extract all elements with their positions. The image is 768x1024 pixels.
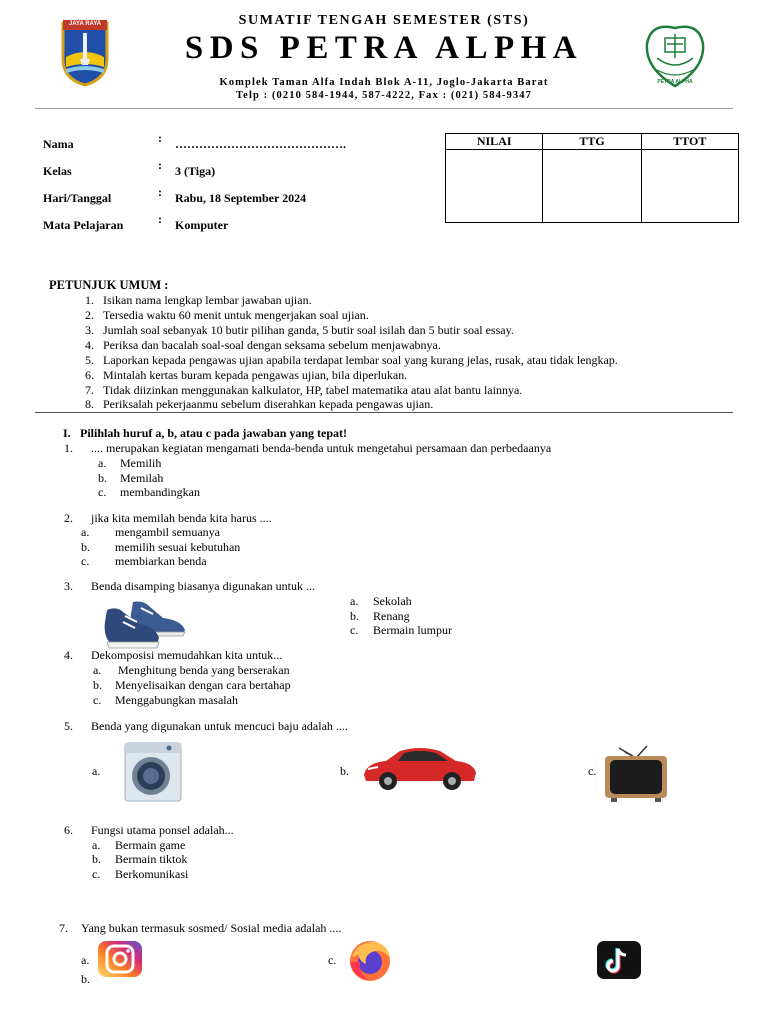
question-number: 6. — [64, 823, 73, 837]
school-name: SDS PETRA ALPHA — [184, 30, 584, 66]
option-text[interactable]: Renang — [373, 609, 410, 623]
instruction-item: Jumlah soal sebanyak 10 butir pilihan ganda, 5 butir soal isilah dan 5 butir soal essay. — [103, 323, 514, 337]
question-text: Benda disamping biasanya digunakan untuk ... — [91, 579, 315, 593]
option-letter: c. — [350, 623, 359, 637]
question-text: Dekomposisi memudahkan kita untuk... — [91, 648, 283, 662]
option-letter: a. — [92, 838, 101, 852]
header-divider — [35, 108, 733, 109]
option-letter: c. — [93, 693, 102, 707]
option-letter: b. — [350, 609, 359, 623]
option-letter: a. — [81, 525, 90, 539]
option-text[interactable]: Bermain lumpur — [373, 623, 452, 637]
option-text[interactable]: Memilih — [120, 456, 162, 470]
car-image[interactable] — [360, 743, 480, 793]
firefox-icon[interactable] — [346, 940, 394, 982]
mapel-value: Komputer — [175, 218, 229, 232]
option-text[interactable]: Bermain tiktok — [115, 852, 188, 866]
instruction-num: 7. — [85, 383, 94, 397]
instruction-item: Periksalah pekerjaanmu sebelum diserahkan kepada pengawas ujian. — [103, 397, 434, 411]
mapel-label: Mata Pelajaran — [43, 218, 124, 232]
option-letter: c. — [81, 554, 90, 568]
option-letter: a. — [92, 764, 101, 778]
right-logo-text: PETRA ALPHA — [657, 79, 693, 85]
section-number: I. — [63, 426, 71, 440]
instruction-item: Periksa dan bacalah soal-soal dengan seksama sebelum menjawabnya. — [103, 338, 441, 352]
option-text[interactable]: Menyelisaikan dengan cara bertahap — [115, 678, 291, 692]
colon: : — [158, 158, 162, 172]
option-letter: c. — [588, 764, 597, 778]
option-text[interactable]: Bermain game — [115, 838, 186, 852]
tv-image[interactable] — [603, 744, 669, 802]
nama-value[interactable]: ……………………………………. — [175, 137, 346, 151]
option-letter: a. — [98, 456, 107, 470]
option-letter: b. — [81, 972, 90, 986]
option-text[interactable]: Menghitung benda yang berserakan — [115, 663, 290, 677]
option-text[interactable]: Berkomunikasi — [115, 867, 189, 881]
school-address: Komplek Taman Alfa Indah Blok A-11, Joglo-Jakarta Barat — [219, 77, 549, 88]
colon: : — [158, 185, 162, 199]
option-text[interactable]: membandingkan — [120, 485, 200, 499]
instruction-item: Tidak diizinkan menggunakan kalkulator, HP, tabel matematika atau alat bantu lainnya. — [103, 383, 523, 397]
option-letter: a. — [350, 594, 359, 608]
instruction-num: 8. — [85, 397, 94, 411]
kelas-label: Kelas — [43, 164, 72, 178]
option-text[interactable]: membiarkan benda — [115, 554, 207, 568]
instruction-num: 1. — [85, 293, 94, 307]
instruction-item: Mintalah kertas buram kepada pengawas ujian, bila diperlukan. — [103, 368, 408, 382]
hari-value: Rabu, 18 September 2024 — [175, 191, 307, 205]
instruction-num: 4. — [85, 338, 94, 352]
tiktok-icon[interactable] — [596, 940, 642, 980]
question-text: Yang bukan termasuk sosmed/ Sosial media adalah .... — [81, 921, 342, 935]
shoes-image — [103, 596, 187, 650]
grade-cell-nilai[interactable] — [446, 150, 543, 223]
question-number: 5. — [64, 719, 73, 733]
option-letter: c. — [92, 867, 101, 881]
nama-label: Nama — [43, 137, 74, 151]
instruction-num: 6. — [85, 368, 94, 382]
hari-label: Hari/Tanggal — [43, 191, 112, 205]
grade-header-ttot: TTOT — [641, 134, 738, 150]
option-letter: c. — [328, 953, 337, 967]
option-letter: c. — [98, 485, 107, 499]
exam-type: SUMATIF TENGAH SEMESTER (STS) — [238, 13, 530, 28]
question-text: Benda yang digunakan untuk mencuci baju adalah .... — [91, 719, 348, 733]
question-number: 4. — [64, 648, 73, 662]
colon: : — [158, 212, 162, 226]
question-number: 3. — [64, 579, 73, 593]
question-text: .... merupakan kegiatan mengamati benda-benda untuk mengetahui persamaan dan perbedaanya — [91, 441, 552, 455]
section-title: Pilihlah huruf a, b, atau c pada jawaban yang tepat! — [80, 426, 348, 440]
instruction-num: 5. — [85, 353, 94, 367]
question-number: 1. — [64, 441, 73, 455]
instruction-item: Tersedia waktu 60 menit untuk mengerjakan soal ujian. — [103, 308, 369, 322]
instruction-num: 2. — [85, 308, 94, 322]
option-letter: b. — [92, 852, 101, 866]
option-letter: b. — [340, 764, 349, 778]
instructions-divider — [35, 412, 733, 413]
left-logo-text: JAYA RAYA — [68, 21, 102, 27]
question-number: 7. — [59, 921, 68, 935]
instagram-icon[interactable] — [97, 940, 143, 978]
option-text[interactable]: Menggabungkan masalah — [115, 693, 238, 707]
grade-table — [445, 133, 739, 223]
question-number: 2. — [64, 511, 73, 525]
grade-header-nilai: NILAI — [446, 134, 543, 150]
option-letter: b. — [81, 540, 90, 554]
kelas-value: 3 (Tiga) — [175, 164, 216, 178]
colon: : — [158, 131, 162, 145]
option-text[interactable]: mengambil semuanya — [115, 525, 220, 539]
grade-cell-ttg[interactable] — [543, 150, 641, 223]
instruction-item: Isikan nama lengkap lembar jawaban ujian. — [103, 293, 312, 307]
instructions-title: PETUNJUK UMUM : — [49, 278, 169, 292]
question-text: Fungsi utama ponsel adalah... — [91, 823, 234, 837]
option-letter: a. — [81, 953, 90, 967]
option-text[interactable]: Sekolah — [373, 594, 412, 608]
instruction-num: 3. — [85, 323, 94, 337]
instruction-item: Laporkan kepada pengawas ujian apabila terdapat lembar soal yang kurang jelas, rusak, atau tidak lengkap. — [103, 353, 618, 367]
question-text: jika kita memilah benda kita harus .... — [91, 511, 272, 525]
washing-machine-image[interactable] — [123, 742, 183, 802]
grade-header-ttg: TTG — [543, 134, 641, 150]
option-letter: b. — [93, 678, 102, 692]
option-text[interactable]: memilih sesuai kebutuhan — [115, 540, 241, 554]
grade-cell-ttot[interactable] — [641, 150, 738, 223]
option-letter: b. — [98, 471, 107, 485]
option-text[interactable]: Memilah — [120, 471, 164, 485]
option-letter: a. — [93, 663, 102, 677]
school-phone: Telp : (0210 584-1944, 587-4222, Fax : (021) 584-9347 — [236, 90, 532, 101]
